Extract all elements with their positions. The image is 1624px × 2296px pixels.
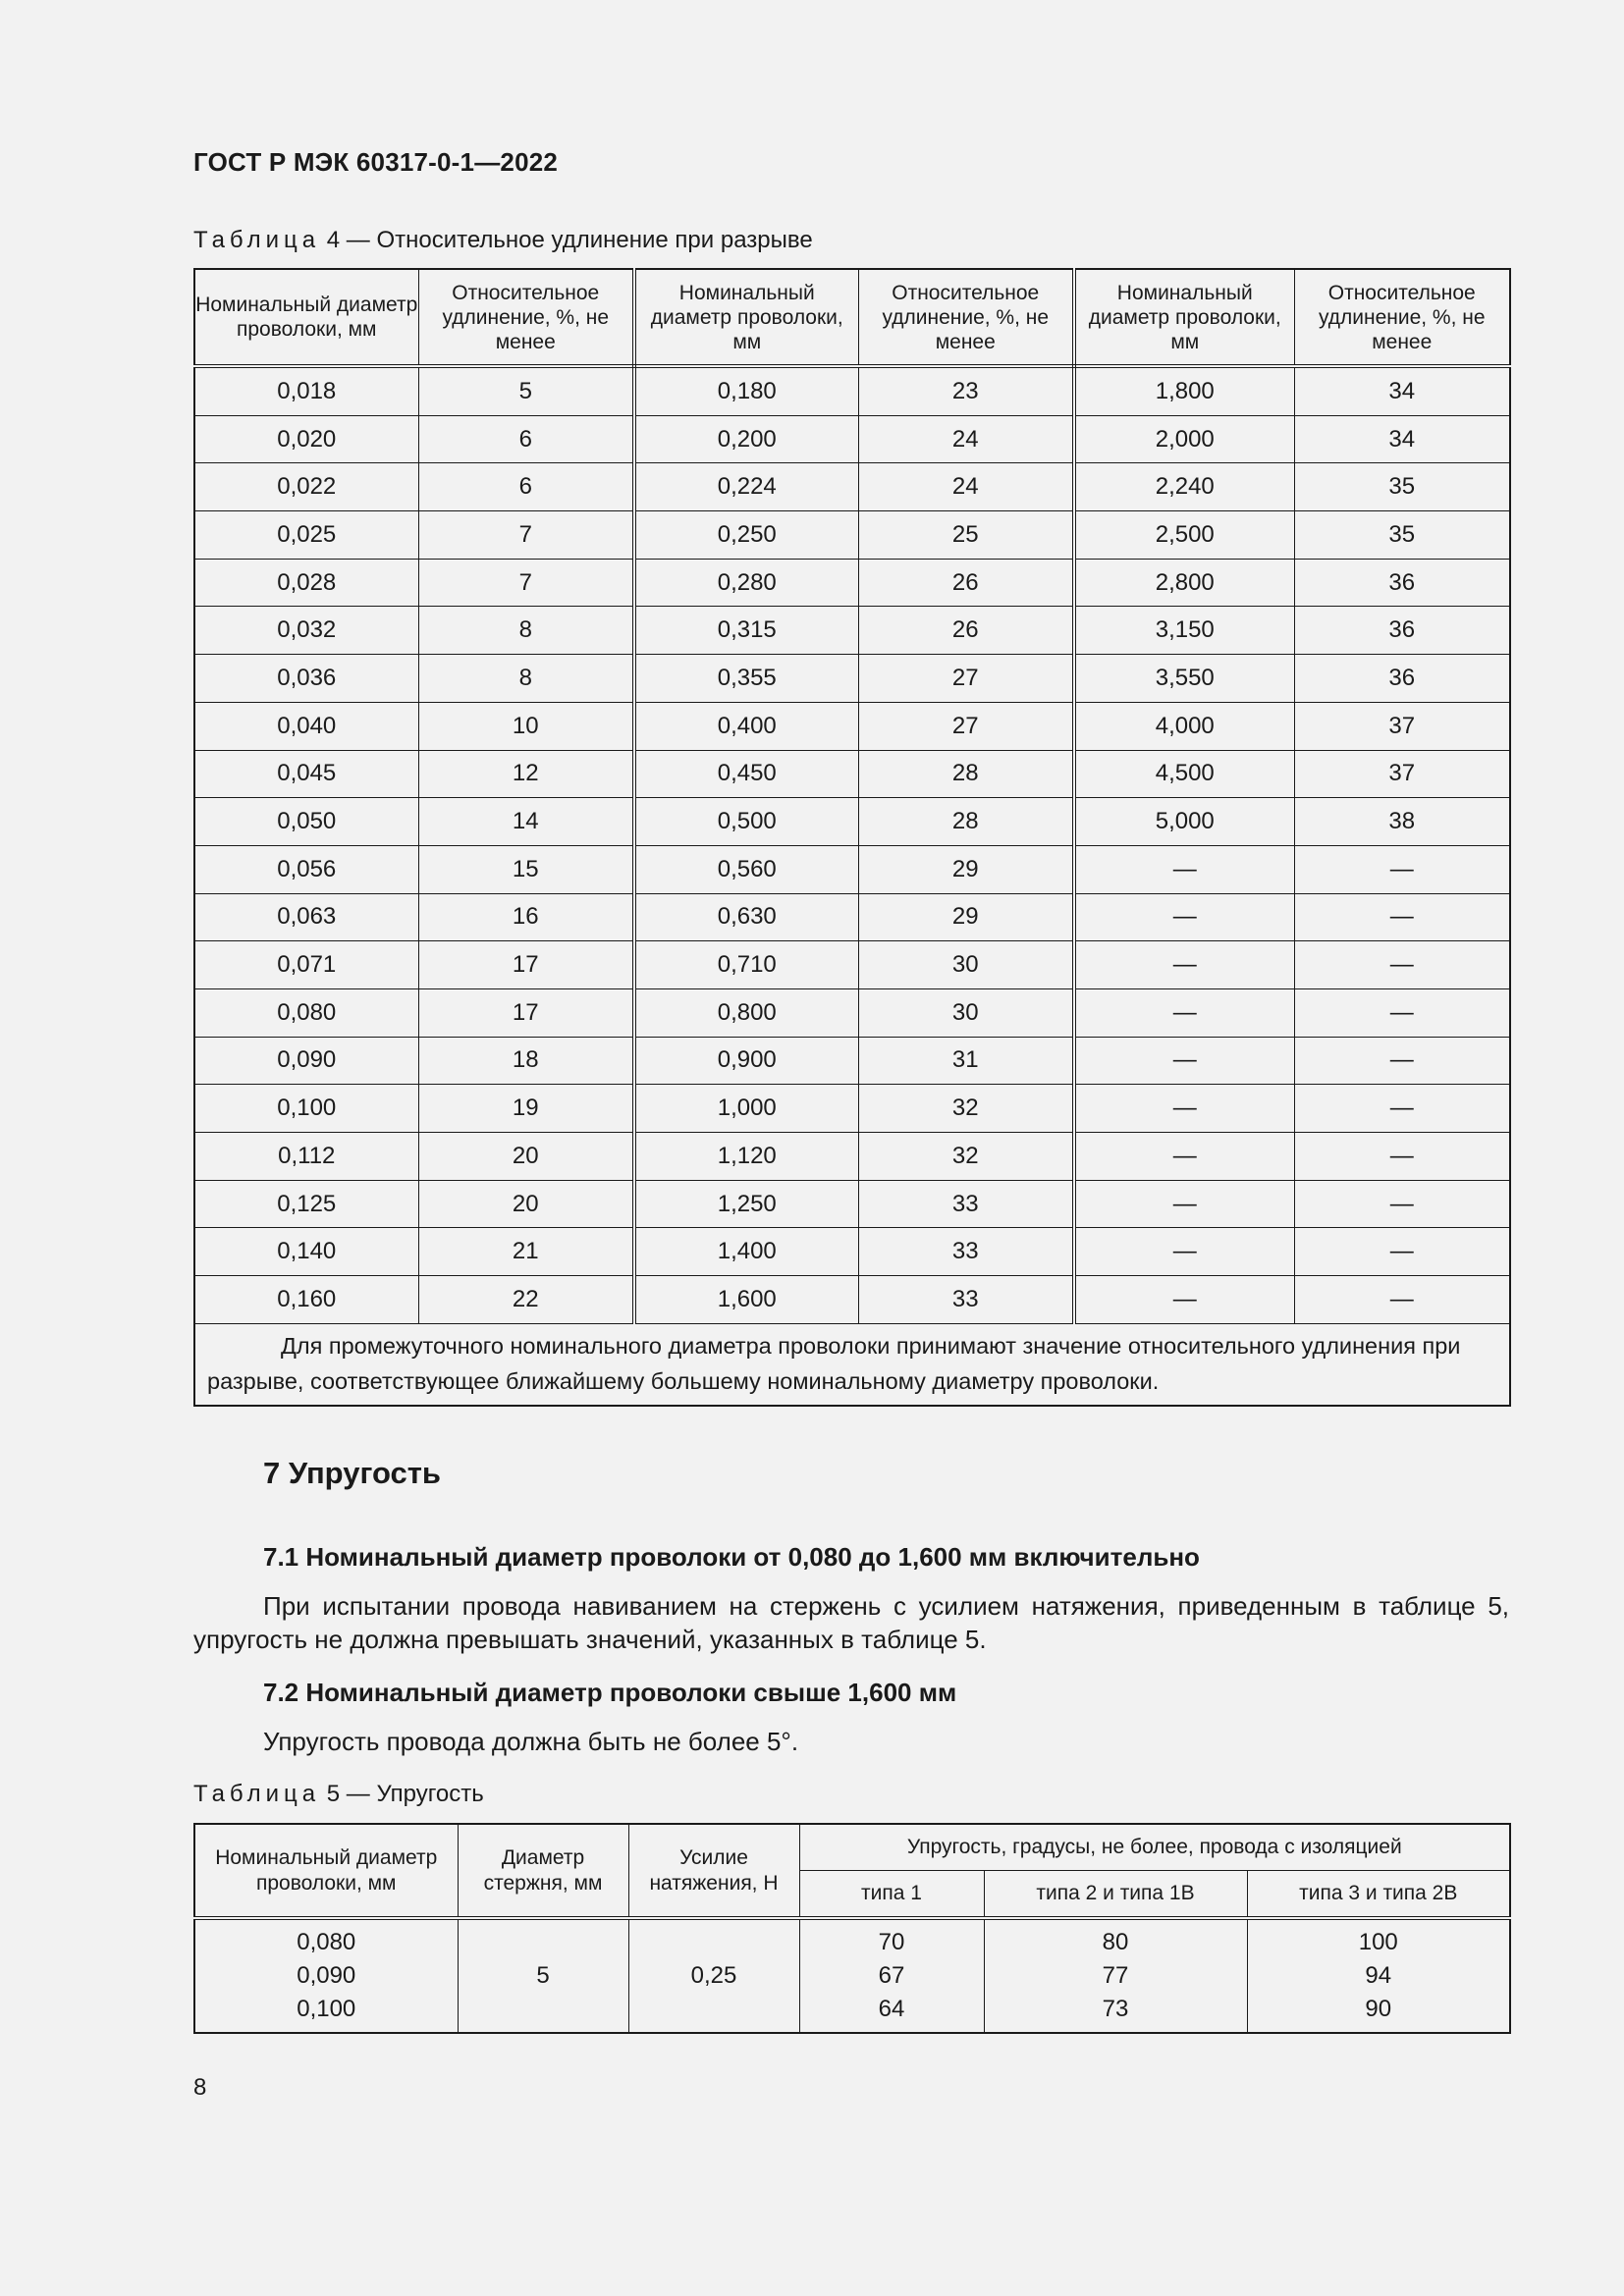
table4-cell: 0,200 <box>634 415 858 463</box>
table4-cell: 0,630 <box>634 893 858 941</box>
table4-cell: 33 <box>858 1228 1074 1276</box>
table4-cell: 28 <box>858 798 1074 846</box>
table5-type1-value: 70 <box>878 1929 905 1955</box>
table4-header-cell: Относительное удлинение, %, не менее <box>1294 269 1510 366</box>
table4-row <box>194 1276 1510 1324</box>
table4-row <box>194 893 1510 941</box>
table4-cell: 0,040 <box>194 702 418 750</box>
table5-header-type2: типа 2 и типа 1В <box>984 1871 1247 1919</box>
table4-row <box>194 366 1510 415</box>
resilience-table <box>193 1823 1511 2034</box>
table4-cell: — <box>1294 988 1510 1037</box>
table4-cell: — <box>1074 1133 1294 1181</box>
table4-cell: 35 <box>1294 511 1510 560</box>
table4-row <box>194 1228 1510 1276</box>
subsection-7-1-title: 7.1 Номинальный диаметр проволоки от 0,080 до 1,600 мм включительно <box>263 1542 1200 1572</box>
table4-cell: 30 <box>858 941 1074 989</box>
table4-header-row <box>194 269 1510 366</box>
table4-cell: 36 <box>1294 559 1510 607</box>
table4-cell: 23 <box>858 366 1074 415</box>
subsection-7-2-text-body: Упругость провода должна быть не более 5°. <box>263 1727 799 1756</box>
table4-row <box>194 750 1510 798</box>
table4-caption-word: Таблица <box>193 227 321 253</box>
table4-cell: 0,036 <box>194 655 418 703</box>
table4-cell: 0,056 <box>194 845 418 893</box>
table4-cell: 20 <box>418 1133 634 1181</box>
table4-cell: 4,500 <box>1074 750 1294 798</box>
table4-header-cell: Номинальный диаметр проволоки, мм <box>1074 269 1294 366</box>
table4-cell: 0,800 <box>634 988 858 1037</box>
table4-cell: 17 <box>418 988 634 1037</box>
table4-cell: — <box>1294 1085 1510 1133</box>
table4-cell: 26 <box>858 559 1074 607</box>
table4-cell: 29 <box>858 845 1074 893</box>
table4-cell: 32 <box>858 1085 1074 1133</box>
table4-cell: 2,000 <box>1074 415 1294 463</box>
table4-row <box>194 559 1510 607</box>
table5-diameter-value: 0,090 <box>297 1962 356 1989</box>
table4-cell: — <box>1294 941 1510 989</box>
table5-header-rod: Диаметр стержня, мм <box>458 1824 628 1918</box>
table5-tension-cell: 0,25 <box>628 1918 799 2033</box>
table4-row <box>194 941 1510 989</box>
table4-cell: 27 <box>858 655 1074 703</box>
table4-cell: 6 <box>418 463 634 511</box>
table4-cell: 36 <box>1294 655 1510 703</box>
table4-cell: 0,080 <box>194 988 418 1037</box>
table5-rod-cell: 5 <box>458 1918 628 2033</box>
table4-cell: — <box>1074 941 1294 989</box>
table4-cell: — <box>1074 893 1294 941</box>
table5-type1-value: 64 <box>878 1996 905 2022</box>
table4-cell: 1,000 <box>634 1085 858 1133</box>
table4-row <box>194 655 1510 703</box>
table4-cell: 1,800 <box>1074 366 1294 415</box>
table4-row <box>194 702 1510 750</box>
table4-row <box>194 845 1510 893</box>
table4-cell: 19 <box>418 1085 634 1133</box>
table4-cell: 36 <box>1294 607 1510 655</box>
table4-header-cell: Номинальный диаметр проволоки, мм <box>634 269 858 366</box>
table5-header-tension: Усилие натяжения, Н <box>628 1824 799 1918</box>
table5-header-group: Упругость, градусы, не более, провода с изоляцией <box>799 1824 1510 1871</box>
table4-cell: 0,250 <box>634 511 858 560</box>
table4-cell: — <box>1074 1037 1294 1085</box>
table4-cell: 0,020 <box>194 415 418 463</box>
table5-diameter-value: 0,080 <box>297 1929 356 1955</box>
table5-caption-text: 5 — Упругость <box>320 1781 484 1807</box>
table4-cell: 0,090 <box>194 1037 418 1085</box>
table4-cell: 8 <box>418 655 634 703</box>
table4-cell: 28 <box>858 750 1074 798</box>
table5-header-type1: типа 1 <box>799 1871 984 1919</box>
section-7-title: 7 Упругость <box>263 1456 441 1490</box>
table4-cell: 0,560 <box>634 845 858 893</box>
table4-cell: 24 <box>858 463 1074 511</box>
table4-cell: 21 <box>418 1228 634 1276</box>
table4-cell: 0,125 <box>194 1180 418 1228</box>
table4-cell: 10 <box>418 702 634 750</box>
table4-row <box>194 607 1510 655</box>
subsection-7-2-text <box>193 1725 1509 1758</box>
table4-cell: 38 <box>1294 798 1510 846</box>
table4-cell: 0,400 <box>634 702 858 750</box>
table4-row <box>194 415 1510 463</box>
table4-cell: 0,710 <box>634 941 858 989</box>
table4-cell: — <box>1074 1276 1294 1324</box>
table4-note-row <box>194 1323 1510 1406</box>
table5-type2-value: 77 <box>1102 1962 1129 1989</box>
table4-cell: 0,500 <box>634 798 858 846</box>
table5-type3-value: 100 <box>1358 1929 1398 1955</box>
table4-cell: 37 <box>1294 750 1510 798</box>
document-header: ГОСТ Р МЭК 60317-0-1—2022 <box>193 147 559 177</box>
table4-cell: 3,550 <box>1074 655 1294 703</box>
table4-cell: 0,315 <box>634 607 858 655</box>
table5-diameters-cell <box>194 1918 458 2033</box>
table4-cell: 34 <box>1294 366 1510 415</box>
table4-cell: 0,900 <box>634 1037 858 1085</box>
table5-diameter-value: 0,100 <box>297 1996 356 2022</box>
table4-cell: — <box>1294 893 1510 941</box>
table4-cell: 0,022 <box>194 463 418 511</box>
table5-type2-value: 73 <box>1102 1996 1129 2022</box>
table4-cell: 2,500 <box>1074 511 1294 560</box>
table4-cell: 0,100 <box>194 1085 418 1133</box>
table4-cell: 22 <box>418 1276 634 1324</box>
table4-cell: — <box>1294 1180 1510 1228</box>
table4-cell: 30 <box>858 988 1074 1037</box>
table4-cell: 32 <box>858 1133 1074 1181</box>
table4-cell: 0,450 <box>634 750 858 798</box>
table4-cell: 0,071 <box>194 941 418 989</box>
table4-cell: 6 <box>418 415 634 463</box>
table5-row <box>194 1918 1510 2033</box>
table5-type1-value: 67 <box>878 1962 905 1989</box>
table4-cell: 1,600 <box>634 1276 858 1324</box>
table4-cell: 16 <box>418 893 634 941</box>
table4-note <box>194 1323 1510 1406</box>
table4-cell: 0,280 <box>634 559 858 607</box>
table4-cell: 33 <box>858 1180 1074 1228</box>
table4-cell: — <box>1294 1228 1510 1276</box>
table5-type2-value: 80 <box>1102 1929 1129 1955</box>
table4-row <box>194 511 1510 560</box>
table4-header-cell: Номинальный диаметр проволоки, мм <box>194 269 418 366</box>
table5-type3-value: 94 <box>1365 1962 1392 1989</box>
table4-cell: 0,063 <box>194 893 418 941</box>
table4-cell: 35 <box>1294 463 1510 511</box>
table4-cell: 0,160 <box>194 1276 418 1324</box>
table4-cell: 4,000 <box>1074 702 1294 750</box>
table4-cell: 3,150 <box>1074 607 1294 655</box>
table4-header-cell: Относительное удлинение, %, не менее <box>418 269 634 366</box>
table4-cell: 34 <box>1294 415 1510 463</box>
table4-cell: 14 <box>418 798 634 846</box>
table4-cell: — <box>1074 1228 1294 1276</box>
table4-cell: 2,800 <box>1074 559 1294 607</box>
table4-caption-text: 4 — Относительное удлинение при разрыве <box>320 227 813 253</box>
table4-cell: 27 <box>858 702 1074 750</box>
table4-cell: — <box>1074 1180 1294 1228</box>
table4-row <box>194 1037 1510 1085</box>
table4-cell: 1,120 <box>634 1133 858 1181</box>
page-number: 8 <box>193 2074 207 2101</box>
table4-cell: 0,050 <box>194 798 418 846</box>
table4-cell: 2,240 <box>1074 463 1294 511</box>
table4-row <box>194 988 1510 1037</box>
table4-cell: 7 <box>418 559 634 607</box>
table4-cell: 17 <box>418 941 634 989</box>
table4-row <box>194 463 1510 511</box>
table4-cell: — <box>1074 1085 1294 1133</box>
table4-cell: 0,355 <box>634 655 858 703</box>
table5-type3-value: 90 <box>1365 1996 1392 2022</box>
table4-cell: 33 <box>858 1276 1074 1324</box>
table4-cell: 37 <box>1294 702 1510 750</box>
table5-type3-cell <box>1247 1918 1510 2033</box>
table4-cell: — <box>1074 845 1294 893</box>
table5-type2-cell <box>984 1918 1247 2033</box>
table4-caption <box>193 227 813 254</box>
subsection-7-1-text <box>193 1589 1509 1656</box>
table5-header-type3: типа 3 и типа 2В <box>1247 1871 1510 1919</box>
table4-cell: 25 <box>858 511 1074 560</box>
table4-cell: 12 <box>418 750 634 798</box>
table4-cell: — <box>1074 988 1294 1037</box>
table5-caption <box>193 1781 484 1808</box>
table4-cell: 18 <box>418 1037 634 1085</box>
table5-header-diameter: Номинальный диаметр проволоки, мм <box>194 1824 458 1918</box>
table4-cell: 20 <box>418 1180 634 1228</box>
table4-cell: 5,000 <box>1074 798 1294 846</box>
table4-cell: 0,224 <box>634 463 858 511</box>
table4-cell: — <box>1294 1133 1510 1181</box>
table4-cell: 0,140 <box>194 1228 418 1276</box>
table4-cell: 7 <box>418 511 634 560</box>
table4-cell: 1,250 <box>634 1180 858 1228</box>
table4-cell: 0,018 <box>194 366 418 415</box>
table4-cell: 15 <box>418 845 634 893</box>
elongation-table <box>193 268 1511 1407</box>
table4-cell: — <box>1294 845 1510 893</box>
table4-row <box>194 1085 1510 1133</box>
table4-cell: 29 <box>858 893 1074 941</box>
table4-row <box>194 798 1510 846</box>
table4-cell: 8 <box>418 607 634 655</box>
table4-cell: 31 <box>858 1037 1074 1085</box>
table4-cell: 0,025 <box>194 511 418 560</box>
table4-header-cell: Относительное удлинение, %, не менее <box>858 269 1074 366</box>
subsection-7-1-text-body: При испытании провода навиванием на стержень с усилием натяжения, приведенным в таблице 5, упругость не должна превышать значений, указанных в таблице 5. <box>193 1591 1509 1654</box>
table5-header-row <box>194 1824 1510 1871</box>
table4-cell: 0,112 <box>194 1133 418 1181</box>
table4-cell: 0,028 <box>194 559 418 607</box>
table5-caption-word: Таблица <box>193 1781 321 1807</box>
table4-cell: 0,045 <box>194 750 418 798</box>
table4-row <box>194 1180 1510 1228</box>
table4-row <box>194 1133 1510 1181</box>
table4-cell: 0,032 <box>194 607 418 655</box>
table4-cell: 24 <box>858 415 1074 463</box>
table4-cell: — <box>1294 1276 1510 1324</box>
subsection-7-2-title: 7.2 Номинальный диаметр проволоки свыше 1,600 мм <box>263 1678 957 1707</box>
table4-cell: 26 <box>858 607 1074 655</box>
table4-cell: 1,400 <box>634 1228 858 1276</box>
table4-cell: 5 <box>418 366 634 415</box>
table4-note-text: Для промежуточного номинального диаметра проволоки принимают значение относительного удлинения при разрыве, соответствующее ближайшему большему номинальному диаметру проволоки. <box>207 1332 1461 1394</box>
table4-cell: — <box>1294 1037 1510 1085</box>
table5-type1-cell <box>799 1918 984 2033</box>
table4-cell: 0,180 <box>634 366 858 415</box>
